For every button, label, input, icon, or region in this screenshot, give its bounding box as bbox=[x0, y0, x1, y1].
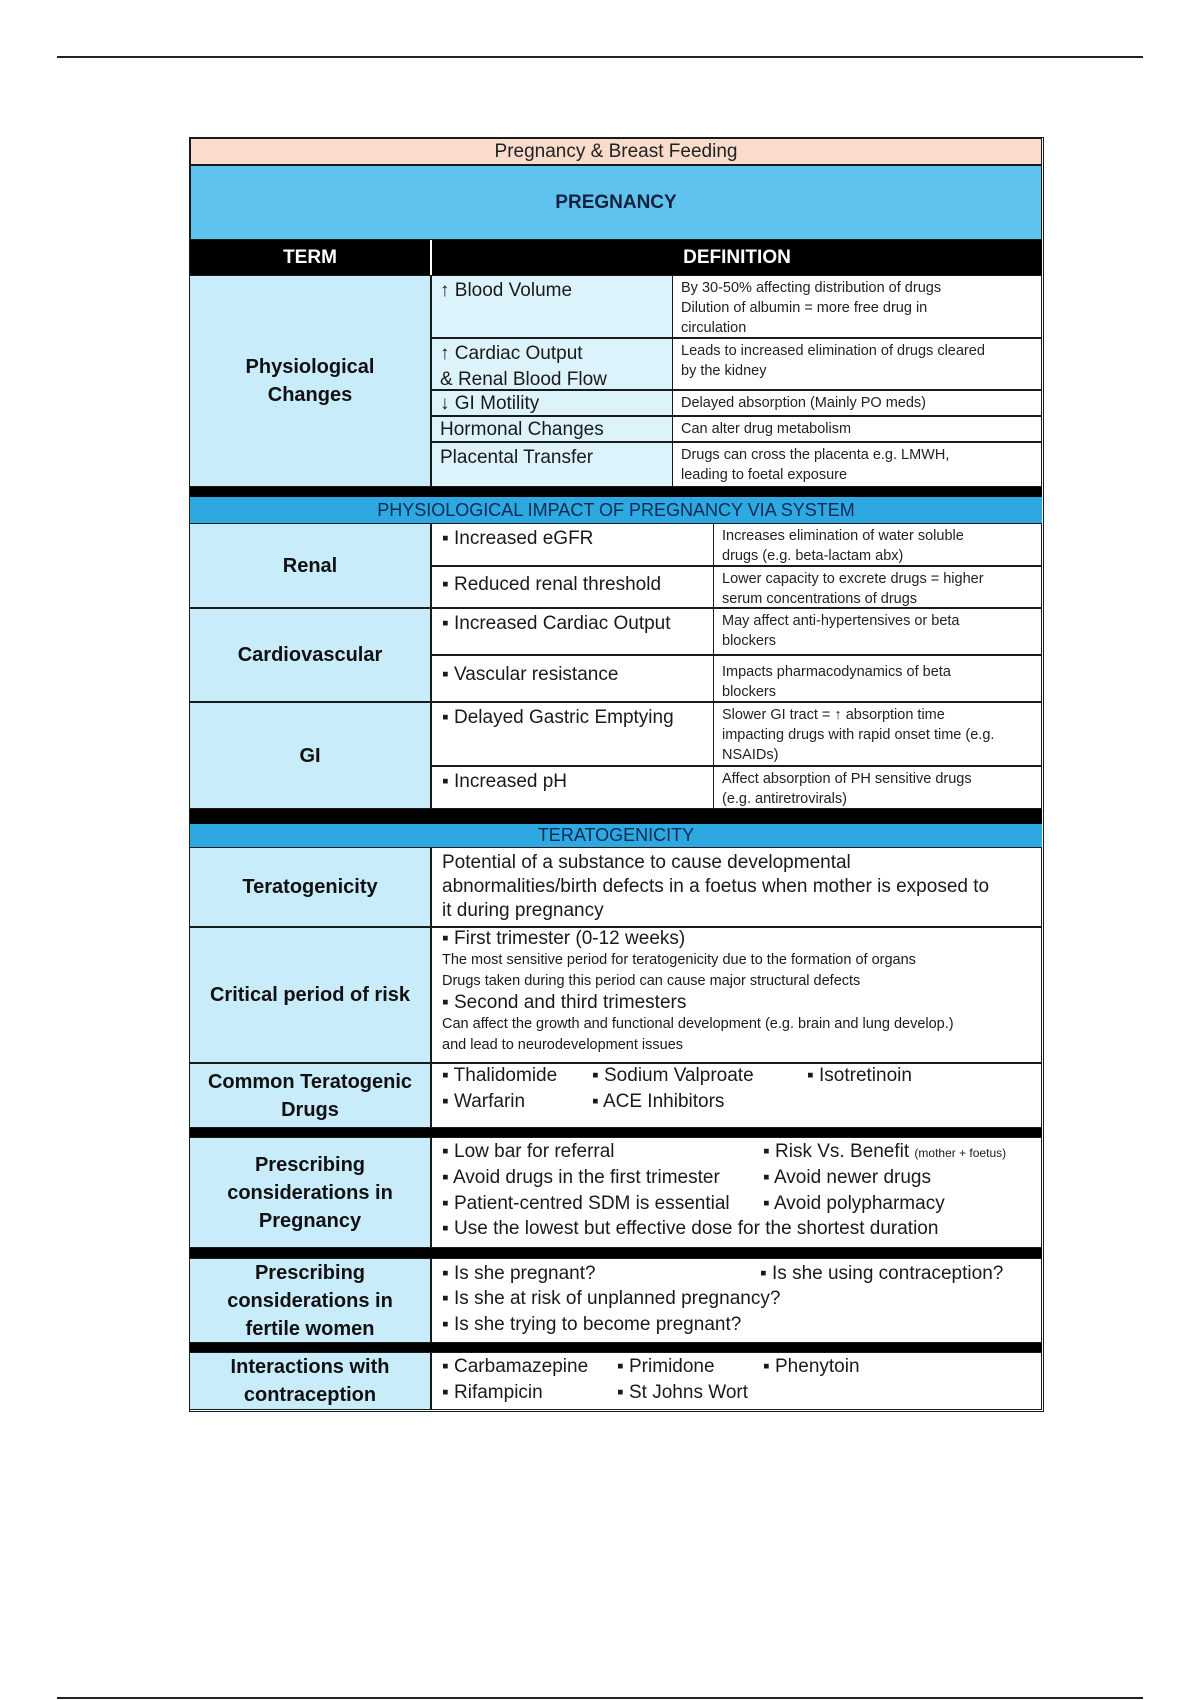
term-common-teratogenic-drugs bbox=[190, 1063, 431, 1128]
sub-increased-egfr: ▪ Increased eGFR bbox=[431, 523, 714, 566]
sub-increased-cardiac-output: ▪ Increased Cardiac Output bbox=[431, 608, 714, 655]
def-line: drugs (e.g. beta-lactam abx) bbox=[722, 548, 904, 564]
bullet-lowest-effective-dose: ▪ Use the lowest but effective dose for the shortest duration bbox=[442, 1218, 939, 1239]
term-critical-period: Critical period of risk bbox=[190, 927, 431, 1063]
def-cardiac-output bbox=[672, 338, 1042, 390]
sub-reduced-renal-threshold: ▪ Reduced renal threshold bbox=[431, 566, 714, 608]
term-line: considerations in bbox=[227, 1289, 393, 1312]
def-line: leading to foetal exposure bbox=[681, 467, 848, 483]
term-renal: Renal bbox=[190, 523, 431, 608]
column-header-term: TERM bbox=[190, 240, 430, 275]
term-line: Pregnancy bbox=[258, 1209, 362, 1232]
def-increased-egfr bbox=[713, 523, 1042, 566]
bullet-second-third-trimesters: ▪ Second and third trimesters bbox=[442, 992, 687, 1013]
risk-benefit-note: (mother + foetus) bbox=[914, 1146, 1007, 1160]
drug-warfarin: ▪ Warfarin bbox=[442, 1091, 526, 1112]
divider-band bbox=[190, 1248, 1042, 1258]
sub-gi-motility: ↓ GI Motility bbox=[431, 390, 673, 416]
drug-ace-inhibitors: ▪ ACE Inhibitors bbox=[592, 1091, 725, 1112]
document-title: Pregnancy & Breast Feeding bbox=[190, 138, 1042, 165]
sub-line: ↑ Cardiac Output bbox=[440, 343, 583, 364]
def-line: Impacts pharmacodynamics of beta bbox=[722, 664, 951, 680]
def-prescribing-pregnancy bbox=[431, 1137, 1042, 1248]
drug-thalidomide: ▪ Thalidomide bbox=[442, 1065, 558, 1086]
def-line: Potential of a substance to cause developmental bbox=[442, 852, 851, 873]
def-line: Lower capacity to excrete drugs = higher bbox=[722, 571, 984, 587]
bullet-avoid-first-trimester: ▪ Avoid drugs in the first trimester bbox=[442, 1167, 720, 1188]
column-header-definition: DEFINITION bbox=[431, 240, 1042, 275]
term-line: Drugs bbox=[281, 1098, 339, 1121]
term-line: Prescribing bbox=[254, 1153, 366, 1176]
drug-primidone: ▪ Primidone bbox=[617, 1356, 715, 1377]
sub-delayed-gastric-emptying: ▪ Delayed Gastric Emptying bbox=[431, 702, 714, 766]
def-blood-volume bbox=[672, 275, 1042, 338]
bullet-first-trimester: ▪ First trimester (0-12 weeks) bbox=[442, 928, 686, 949]
divider-band bbox=[190, 1128, 1042, 1137]
def-line: Slower GI tract = ↑ absorption time bbox=[722, 707, 945, 723]
bullet-avoid-polypharmacy: ▪ Avoid polypharmacy bbox=[763, 1193, 945, 1214]
pregnancy-table bbox=[189, 137, 1044, 1412]
def-line: serum concentrations of drugs bbox=[722, 591, 918, 607]
def-line: NSAIDs) bbox=[722, 747, 779, 763]
def-line: Drugs taken during this period can cause major structural defects bbox=[442, 973, 861, 989]
def-line: Increases elimination of water soluble bbox=[722, 528, 964, 544]
def-line: May affect anti-hypertensives or beta bbox=[722, 613, 960, 629]
term-teratogenicity: Teratogenicity bbox=[190, 847, 431, 927]
sub-placental-transfer: Placental Transfer bbox=[431, 442, 673, 487]
def-line: Dilution of albumin = more free drug in bbox=[681, 300, 928, 316]
term-line: Prescribing bbox=[254, 1261, 366, 1284]
term-cardiovascular: Cardiovascular bbox=[190, 608, 431, 702]
def-critical-period bbox=[431, 927, 1042, 1063]
term-line: considerations in bbox=[227, 1181, 393, 1204]
drug-isotretinoin: ▪ Isotretinoin bbox=[807, 1065, 912, 1086]
bullet-using-contraception: ▪ Is she using contraception? bbox=[760, 1263, 1004, 1284]
section-physiological-impact: PHYSIOLOGICAL IMPACT OF PREGNANCY VIA SYSTEM bbox=[190, 497, 1042, 523]
bullet-avoid-newer-drugs: ▪ Avoid newer drugs bbox=[763, 1167, 931, 1188]
def-line: Leads to increased elimination of drugs cleared bbox=[681, 343, 985, 359]
def-line: it during pregnancy bbox=[442, 900, 604, 921]
term-line: contraception bbox=[243, 1384, 377, 1406]
def-line: by the kidney bbox=[681, 363, 767, 379]
bullet-is-she-pregnant: ▪ Is she pregnant? bbox=[442, 1263, 596, 1284]
def-line: circulation bbox=[681, 320, 747, 336]
def-line: and lead to neurodevelopment issues bbox=[442, 1037, 684, 1053]
def-line: (e.g. antiretrovirals) bbox=[722, 791, 847, 807]
sub-cardiac-output bbox=[431, 338, 673, 390]
term-interactions-contraception bbox=[190, 1352, 431, 1410]
drug-phenytoin: ▪ Phenytoin bbox=[763, 1356, 860, 1377]
def-common-teratogenic-drugs bbox=[431, 1063, 1042, 1128]
def-gi-motility: Delayed absorption (Mainly PO meds) bbox=[672, 390, 1042, 416]
term-line: fertile women bbox=[245, 1317, 375, 1340]
sub-hormonal-changes: Hormonal Changes bbox=[431, 416, 673, 442]
def-line: Affect absorption of PH sensitive drugs bbox=[722, 771, 972, 787]
def-teratogenicity bbox=[431, 847, 1042, 927]
def-prescribing-fertile-women bbox=[431, 1258, 1042, 1343]
drug-rifampicin: ▪ Rifampicin bbox=[442, 1382, 543, 1403]
def-reduced-renal-threshold bbox=[713, 566, 1042, 608]
term-line: Physiological bbox=[245, 356, 375, 378]
divider-band bbox=[190, 809, 1042, 824]
def-vascular-resistance bbox=[713, 655, 1042, 702]
term-line: Changes bbox=[267, 384, 353, 406]
bullet-risk-benefit bbox=[763, 1140, 1006, 1165]
def-line: blockers bbox=[722, 684, 776, 700]
divider-band bbox=[190, 487, 1042, 497]
def-line: The most sensitive period for teratogenicity due to the formation of organs bbox=[442, 952, 916, 968]
def-line: impacting drugs with rapid onset time (e.g. bbox=[722, 727, 995, 743]
def-line: Can affect the growth and functional development (e.g. brain and lung develop.) bbox=[442, 1016, 954, 1032]
bullet-trying-to-become-pregnant: ▪ Is she trying to become pregnant? bbox=[442, 1314, 742, 1335]
def-delayed-gastric-emptying bbox=[713, 702, 1042, 766]
bullet-patient-centred-sdm: ▪ Patient-centred SDM is essential bbox=[442, 1193, 730, 1214]
sub-blood-volume: ↑ Blood Volume bbox=[431, 275, 673, 338]
def-line: blockers bbox=[722, 633, 776, 649]
def-line: By 30-50% affecting distribution of drugs bbox=[681, 280, 942, 296]
divider-band bbox=[190, 1343, 1042, 1352]
header-rule bbox=[57, 56, 1143, 58]
term-line: Interactions with bbox=[230, 1356, 390, 1378]
drug-carbamazepine: ▪ Carbamazepine bbox=[442, 1356, 589, 1377]
sub-line: & Renal Blood Flow bbox=[440, 369, 607, 390]
term-prescribing-pregnancy bbox=[190, 1137, 431, 1248]
term-physiological-changes bbox=[190, 275, 431, 487]
risk-benefit-label: ▪ Risk Vs. Benefit bbox=[763, 1141, 910, 1162]
def-placental-transfer bbox=[672, 442, 1042, 487]
footer-rule bbox=[57, 1697, 1143, 1699]
def-increased-cardiac-output bbox=[713, 608, 1042, 655]
def-interactions-contraception bbox=[431, 1352, 1042, 1410]
def-line: Drugs can cross the placenta e.g. LMWH, bbox=[681, 447, 950, 463]
term-prescribing-fertile-women bbox=[190, 1258, 431, 1343]
def-increased-ph bbox=[713, 766, 1042, 809]
section-pregnancy: PREGNANCY bbox=[190, 165, 1042, 240]
drug-sodium-valproate: ▪ Sodium Valproate bbox=[592, 1065, 754, 1086]
sub-vascular-resistance: ▪ Vascular resistance bbox=[431, 655, 714, 702]
sub-increased-ph: ▪ Increased pH bbox=[431, 766, 714, 809]
bullet-low-bar-referral: ▪ Low bar for referral bbox=[442, 1141, 615, 1162]
bullet-unplanned-pregnancy: ▪ Is she at risk of unplanned pregnancy? bbox=[442, 1288, 781, 1309]
term-line: Common Teratogenic bbox=[207, 1070, 413, 1093]
def-hormonal-changes: Can alter drug metabolism bbox=[672, 416, 1042, 442]
def-line: abnormalities/birth defects in a foetus when mother is exposed to bbox=[442, 876, 990, 897]
section-teratogenicity: TERATOGENICITY bbox=[190, 824, 1042, 847]
term-gi: GI bbox=[190, 702, 431, 809]
drug-st-johns-wort: ▪ St Johns Wort bbox=[617, 1382, 748, 1403]
